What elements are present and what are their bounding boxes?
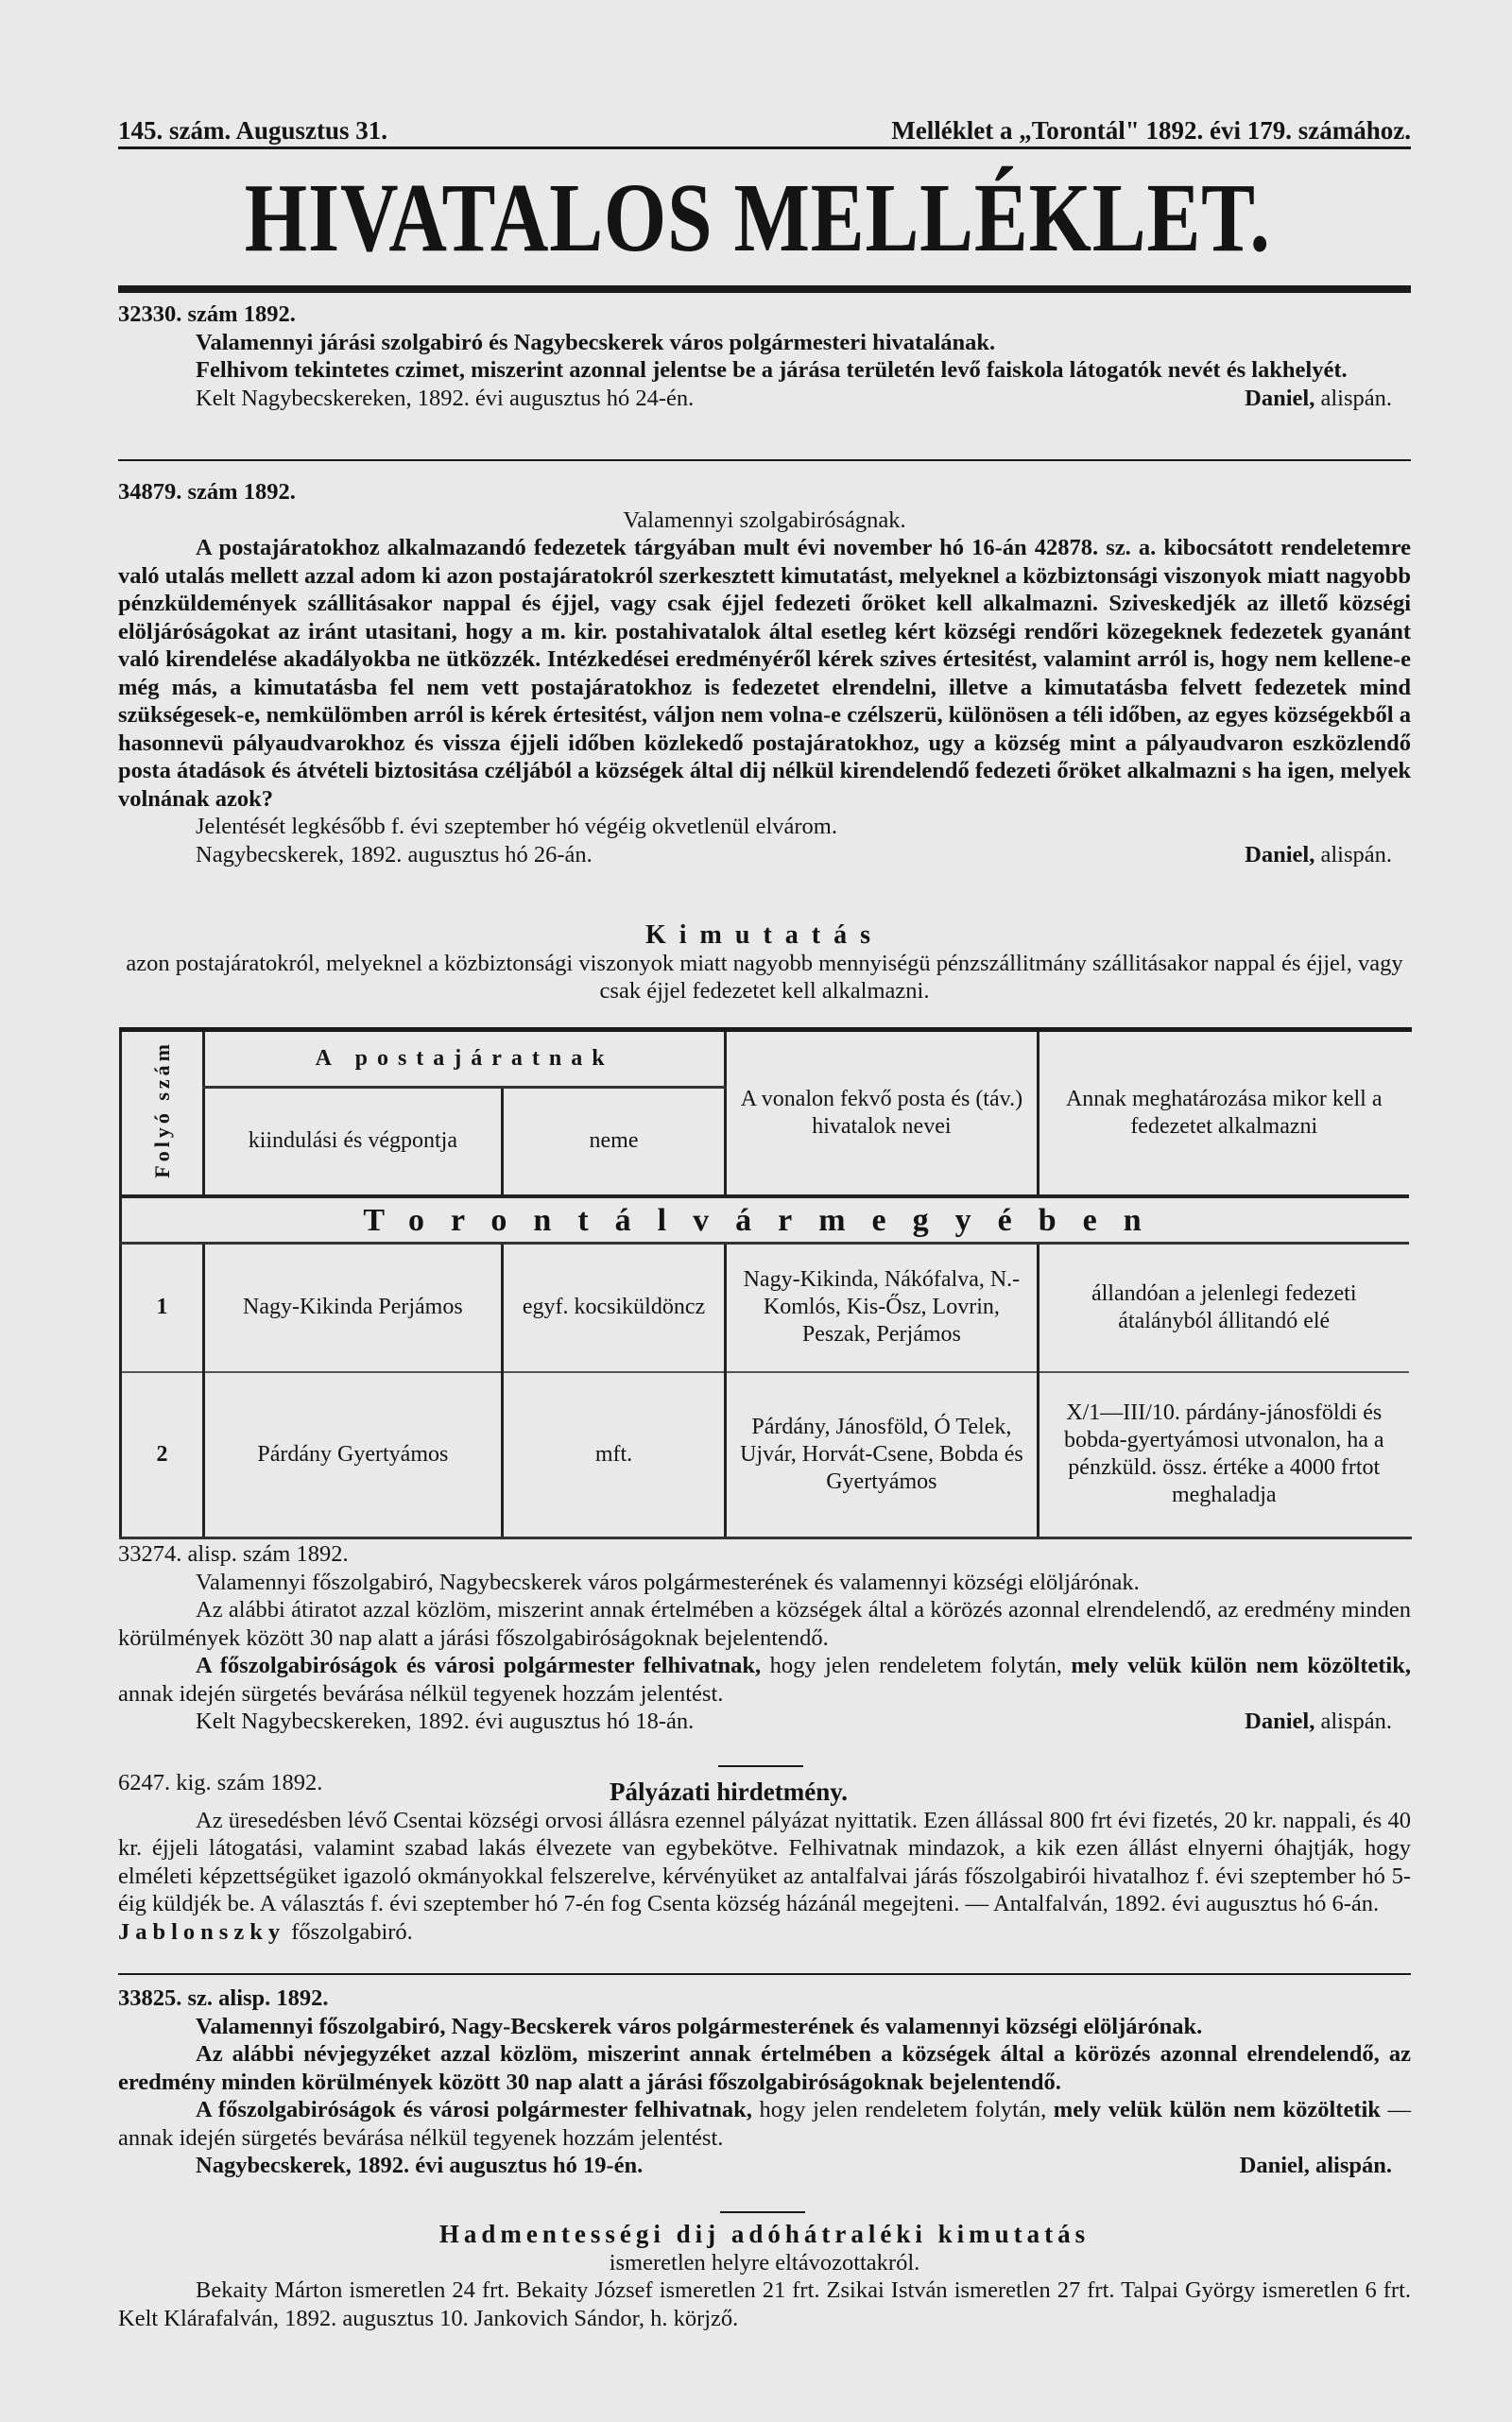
notice-addressee: Valamennyi szolgabiróságnak. <box>623 507 906 533</box>
col-header-when: Annak meghatározása mikor kell a fedezetet alkalmazni <box>1038 1032 1409 1196</box>
notice-6247 <box>118 1769 1411 1946</box>
signer: Daniel, <box>1245 841 1315 867</box>
col-header-number: Folyó szám <box>121 1032 204 1196</box>
signature-line <box>118 2152 1411 2180</box>
divider <box>118 1973 1411 1975</box>
signer-title: főszolgabiró. <box>291 1918 413 1945</box>
issue-info: 145. szám. Augusztus 31. <box>118 116 388 145</box>
row-type: mft. <box>502 1372 726 1537</box>
notice-date: Nagybecskerek, 1892. évi augusztus hó 19-én. <box>196 2153 644 2178</box>
signer-title: alispán. <box>1320 841 1392 867</box>
col-header-offices: A vonalon fekvő posta és (táv.) hivatalok nevei <box>726 1032 1038 1196</box>
kimutatas-subtitle: azon postajáratokról, melyeknel a közbiztonsági viszonyok miatt nagyobb mennyiségü pénzszállitmány szállitásakor nappal és éjjel, vagy csak éjjel fedezetet kell alkalmazni. <box>126 950 1403 1004</box>
notice-body: Felhivom tekintetes czimet, miszerint azonnal jelentse be a járása területén levő faiskola látogatók nevét és lakhelyét. <box>196 357 1348 383</box>
signer: Daniel, <box>1245 385 1315 411</box>
row-offices: Párdány, Jánosföld, Ó Telek, Ujvár, Horvát-Csene, Bobda és Gyertyámos <box>726 1372 1038 1537</box>
notice-32330 <box>118 301 1411 412</box>
notice-number: 33825. sz. alisp. 1892. <box>118 1985 329 2011</box>
notice-number: 32330. szám 1892. <box>118 301 296 327</box>
signature-line <box>118 1918 1411 1947</box>
notice-33274 <box>118 1540 1411 1736</box>
signer: Daniel, <box>1239 2153 1310 2178</box>
divider <box>118 146 1411 149</box>
signature-line <box>118 841 1411 869</box>
notice-body: Az alábbi átiratot azzal közlöm, miszerint annak értelmében a községek által a körözés azonnal elrendelendő, az eredmény minden körülmények között 30 nap alatt a járási főszolgabiróságoknak bejelentendő. <box>118 1597 1411 1651</box>
notice-heading: Hadmentességi dij adóhátraléki kimutatás <box>438 2220 1091 2248</box>
notice-body: Az alábbi névjegyzéket azzal közlöm, miszerint annak értelmében a községek által a körözés azonnal elrendelendő, az eredmény minden körülmények között 30 nap alatt a járási főszolgabiróságoknak bejelentendő. <box>118 2041 1411 2095</box>
row-route: Párdány Gyertyámos <box>203 1372 502 1537</box>
notice-addressee: Valamennyi főszolgabiró, Nagy-Becskerek város polgármesterének és valamennyi községi elöljárónak. <box>196 2013 1203 2039</box>
divider <box>718 1765 803 1767</box>
table-row <box>121 1372 1410 1537</box>
notice-number: 33274. alisp. szám 1892. <box>118 1541 349 1567</box>
notice-body: A postajáratokhoz alkalmazandó fedezetek tárgyában mult évi november hó 16-án 42878. sz. a. kibocsátott rendeletemre való utalás mellett azzal adom ki azon postajáratokról szerkesztett kimutatást, melyeknel a közbiztonsági viszonyok miatt nagyobb pénzküldemények szállitásakor nappal és éjjel, vagy csak éjjel fedezeti őröket kell alkalmazni. Sziveskedjék az illető községi elöljáróságokat az iránt utasitani, hogy a m. kir. postahivatalok által esetleg kért községi rendőri közegeknek fedezetek gyanánt való kirendelése akadályokba ne ütközzék. Intézkedései eredményéről kérek szives értesitést, valamint arról is, hogy nem kellene-e még más, a kimutatásba fel nem vett postajáratokhoz is fedezetet elrendelni, illetve a kimutatásba felvett fedezetek mind szükségesek-e, nemkülömben arról is kérek értesitést, váljon nem volna-e czélszerü, különösen a téli időben, az egyes községekből a hasonnevü pályaudvarokhoz és vissza éjjeli időben közlekedő postajáratokhoz, ugy a község mint a pályaudvaron eszközlendő posta átadások és átvételi biztositása czéljából a községek által dij nélkül kirendelendő fedezeti őröket alkalmazni s ha igen, melyek volnának azok? <box>118 535 1411 812</box>
section-torontal: Torontálvármegyében <box>121 1196 1410 1244</box>
row-when: X/1—III/10. párdány-jánosföldi és bobda-gyertyámosi utvonalon, ha a pénzküld. össz. értéke a 4000 frtot meghaladja <box>1038 1372 1409 1537</box>
table-row <box>121 1244 1410 1372</box>
notice-hadmentessegi <box>118 2221 1411 2332</box>
row-offices: Nagy-Kikinda, Nákófalva, N.-Komlós, Kis-Ősz, Lovrin, Peszak, Perjámos <box>726 1244 1038 1372</box>
notice-addressee: Valamennyi járási szolgabiró és Nagybecskerek város polgármesteri hivatalának. <box>196 329 996 355</box>
notice-addressee: Valamennyi főszolgabiró, Nagybecskerek város polgármesterének és valamennyi községi elöljárónak. <box>196 1569 1140 1595</box>
col-header-endpoints: kiindulási és végpontja <box>203 1087 502 1196</box>
divider <box>720 2211 805 2213</box>
signer-title: alispán. <box>1320 385 1392 411</box>
signer-title: alispán. <box>1320 1709 1392 1734</box>
kimutatas-title: Kimutatás <box>645 920 884 950</box>
notice-body-2: A főszolgabiróságok és városi polgármester felhivatnak, hogy jelen rendeletem folytán, mely velük külön nem közöltetik — annak idején sürgetés bevárása nélkül tegyenek hozzám jelentést. <box>118 2097 1412 2151</box>
notice-34879 <box>118 478 1411 868</box>
notice-number: 34879. szám 1892. <box>118 479 296 505</box>
row-number: 1 <box>121 1244 204 1372</box>
notice-33825 <box>118 1984 1411 2180</box>
signer: Jablonszky <box>118 1918 286 1945</box>
kimutatas-heading <box>118 921 1411 1005</box>
notice-heading: Pályázati hirdetmény. <box>610 1778 848 1806</box>
col-header-type: neme <box>502 1087 726 1196</box>
signer-title: alispán. <box>1314 2153 1392 2178</box>
page-title: HIVATALOS MELLÉKLET. <box>244 163 1271 272</box>
row-when: állandóan a jelenlegi fedezeti átalányból állitandó elé <box>1038 1244 1409 1372</box>
row-number: 2 <box>121 1372 204 1537</box>
signer: Daniel, <box>1245 1709 1315 1734</box>
notice-date: Kelt Nagybecskereken, 1892. évi augusztus hó 18-án. <box>196 1709 695 1734</box>
notice-body: Az üresedésben lévő Csentai községi orvosi állásra ezennel pályázat nyittatik. Ezen állással 800 frt évi fizetés, 20 kr. nappali, és 40 kr. éjjeli látogatási, valamint szabad lakás élvezete van egybekötve. Felhivatnak mindazok, a kik ezen állást elnyerni óhajtják, hogy elméleti képzettségüket igazoló okmányokkal felszerelve, kérvényüket az antalfalvai járás főszolgabirói hivatalhoz f. évi szeptember hó 5-éig küldjék be. A választás f. évi szeptember hó 7-én fog Csenta község házánál megejteni. — Antalfalván, 1892. évi augusztus hó 6-án. <box>118 1807 1411 1916</box>
notice-body-2: A főszolgabiróságok és városi polgármester felhivatnak, hogy jelen rendeletem folytán, mely velük külön nem közöltetik, annak idején sürgetés bevárása nélkül tegyenek hozzám jelentést. <box>118 1653 1411 1707</box>
notice-body: Bekaity Márton ismeretlen 24 frt. Bekaity József ismeretlen 21 frt. Zsikai István ismeretlen 27 frt. Talpai György ismeretlen 6 frt. Kelt Klárafalván, 1892. augusztus 10. Jankovich Sándor, h. körjző. <box>118 2277 1411 2331</box>
supplement-info: Melléklet a „Torontál" 1892. évi 179. számához. <box>891 116 1411 145</box>
notice-date: Nagybecskerek, 1892. augusztus hó 26-án. <box>196 841 593 867</box>
signature-line <box>118 1708 1411 1736</box>
notice-number: 6247. kig. szám 1892. <box>118 1770 323 1795</box>
col-header-route-group: A postajáratnak <box>203 1032 725 1087</box>
divider <box>118 459 1411 461</box>
notice-date: Kelt Nagybecskereken, 1892. évi augusztus hó 24-én. <box>196 385 695 411</box>
postal-routes-table <box>119 1027 1412 1539</box>
page-header <box>118 112 1411 146</box>
notice-subheading: ismeretlen helyre eltávozottakról. <box>609 2249 920 2276</box>
row-type: egyf. kocsiküldöncz <box>502 1244 726 1372</box>
notice-closing: Jelentését legkésőbb f. évi szeptember hó végéig okvetlenül elvárom. <box>196 814 837 839</box>
signature-line <box>118 385 1411 413</box>
row-route: Nagy-Kikinda Perjámos <box>203 1244 502 1372</box>
divider <box>118 285 1411 293</box>
